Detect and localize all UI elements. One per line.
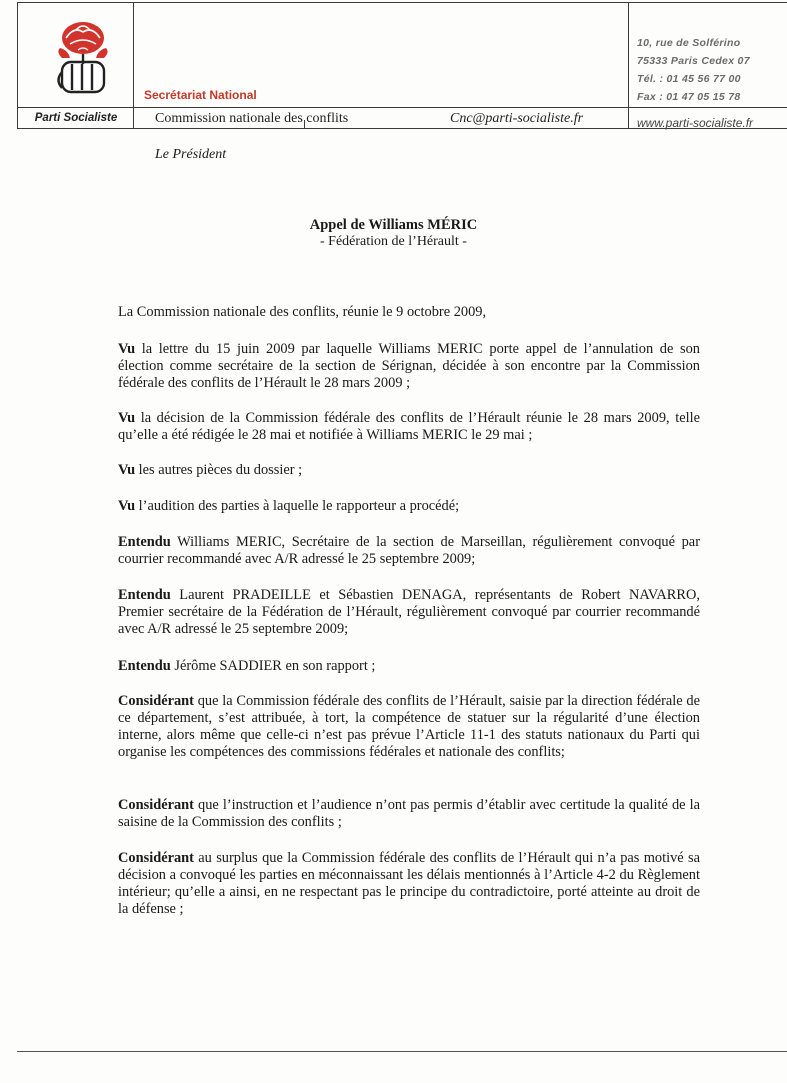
address-line: 10, rue de Solférino (637, 37, 741, 49)
commission-name: Commission nationale des conflits (155, 111, 349, 126)
paragraph-text: l’audition des parties à laquelle le rapporteur a procédé; (135, 498, 460, 514)
document-subtitle: - Fédération de l’Hérault - (320, 234, 467, 249)
paragraph-lead: Considérant (118, 850, 194, 866)
paragraph (118, 410, 700, 444)
paragraph (118, 693, 700, 761)
header-logo-separator (133, 2, 134, 129)
paragraph (118, 341, 700, 392)
paragraph-lead: Vu (118, 341, 136, 357)
paragraph-text: que l’instruction et l’audience n’ont pas permis d’établir avec certitude la qualité de la saisine de la Commission des conflits ; (118, 797, 700, 830)
paragraph-lead: Considérant (118, 693, 194, 709)
commission-email[interactable]: Cnc@parti-socialiste.fr (450, 111, 584, 126)
rose-icon (58, 22, 107, 58)
paragraph-lead: Vu (118, 410, 136, 426)
paragraph-text: les autres pièces du dossier ; (135, 462, 303, 478)
paragraph-lead: Vu (118, 498, 136, 514)
header-left-border (17, 2, 18, 129)
document-title: Appel de Williams MÉRIC (309, 217, 478, 233)
secretariat-label: Secrétariat National (144, 88, 257, 102)
paragraph-text: Williams MERIC, Secrétaire de la section de Marseillan, régulièrement convoqué par courrier recommandé avec A/R adressé le 25 septembre 2009; (118, 534, 700, 567)
paragraph (118, 850, 700, 918)
paragraph-text: Jérôme SADDIER en son rapport ; (170, 658, 376, 674)
rose-fist-logo (50, 18, 116, 106)
paragraph (118, 658, 700, 675)
paragraph-text: la lettre du 15 juin 2009 par laquelle Williams MERIC porte appel de l’annulation de son élection comme secrétaire de la section de Sérignan, décidée à son encontre par la Commission fédérale des conflits de l’Hérault le 28 mars 2009 ; (118, 341, 700, 391)
paragraph (118, 498, 700, 515)
paragraph-text: au surplus que la Commission fédérale des conflits de l’Hérault qui n’a pas motivé sa décision a convoqué les parties en méconnaissant les délais mentionnés à l’Article 4-2 du Règlement intérieur; qu’elle a ainsi, en ne respectant pas le principe du contradictoire, porté atteinte au droit de la défense ; (118, 850, 700, 917)
paragraph-lead: Entendu (118, 587, 171, 603)
phone-line: Tél. : 01 45 56 77 00 (637, 73, 741, 85)
paragraph-lead: Entendu (118, 658, 171, 674)
footer-rule (17, 1051, 787, 1052)
address-line: 75333 Paris Cedex 07 (637, 55, 750, 67)
paragraph-text: la décision de la Commission fédérale des conflits de l’Hérault réunie le 28 mars 2009, telle qu’elle a été rédigée le 28 mai et notifiée à Williams MERIC le 29 mai ; (118, 410, 700, 443)
paragraph-text: Laurent PRADEILLE et Sébastien DENAGA, représentants de Robert NAVARRO, Premier secrétaire de la Fédération de l’Hérault, régulièrement convoqué par courrier recommandé avec A/R adressé le 25 septembre 2009; (118, 587, 700, 637)
party-name: Parti Socialiste (34, 112, 118, 124)
fax-line: Fax : 01 47 05 15 78 (637, 91, 741, 103)
paragraph (118, 534, 700, 568)
header-address-separator (628, 2, 629, 129)
paragraph (118, 462, 700, 479)
paragraph-text: La Commission nationale des conflits, réunie le 9 octobre 2009, (118, 304, 487, 320)
paragraph-lead: Considérant (118, 797, 194, 813)
website-link[interactable]: www.parti-socialiste.fr (637, 116, 754, 130)
paragraph (118, 304, 700, 321)
paragraph-lead: Vu (118, 462, 136, 478)
paragraph (118, 587, 700, 638)
fist-icon (59, 54, 105, 92)
paragraph-text: que la Commission fédérale des conflits de l’Hérault, saisie par la direction fédérale de ce département, s’est attribuée, à tort, la compétence de statuer sur la régularité d’une élection interne, alors même que celle-ci n’est pas prévue l’Article 11-1 des statuts nationaux du Parti qui organise les compétences des commissions fédérales et nationale des conflits; (118, 693, 700, 760)
paragraph (118, 797, 700, 831)
signatory-label: Le Président (155, 147, 227, 162)
paragraph-lead: Entendu (118, 534, 171, 550)
